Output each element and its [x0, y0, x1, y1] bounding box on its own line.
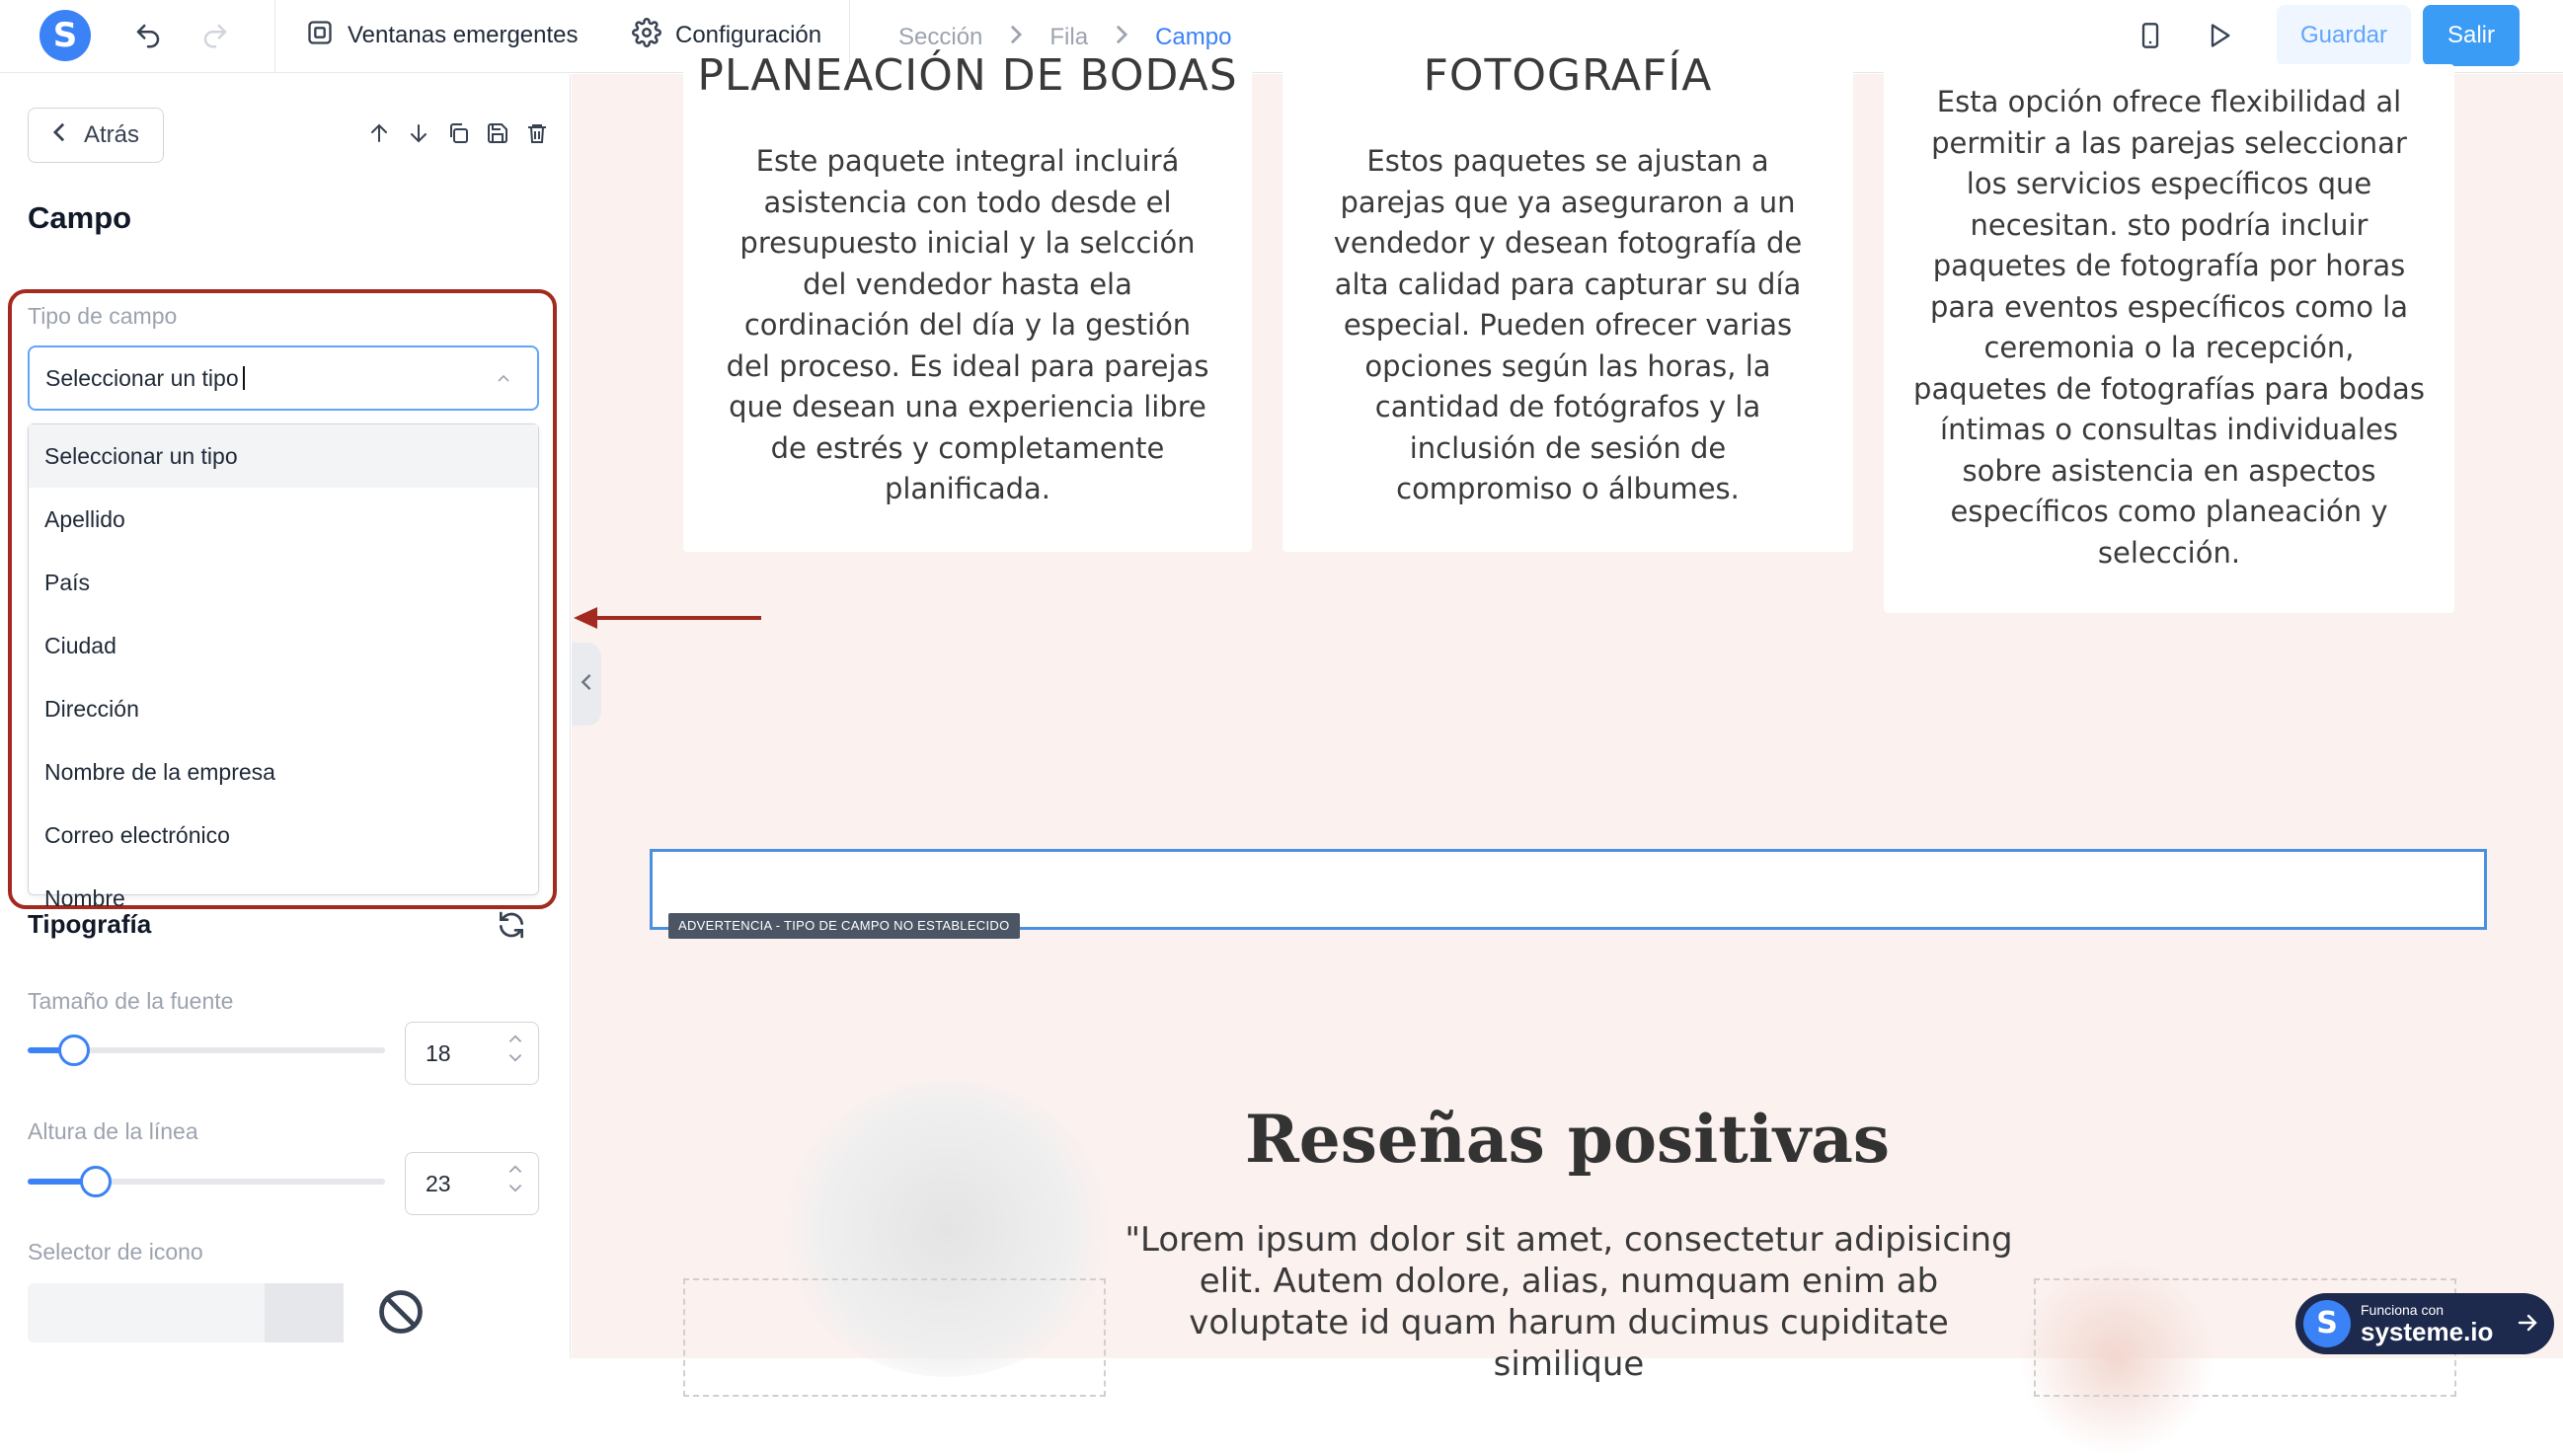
panel-title: Campo	[28, 200, 132, 235]
settings-button[interactable]	[632, 18, 821, 53]
breadcrumb-row[interactable]: Fila	[1049, 24, 1089, 50]
powered-brand: systeme.io	[2361, 1317, 2494, 1346]
undo-icon[interactable]	[130, 18, 166, 53]
service-card[interactable]	[1282, 50, 1853, 552]
card-text: Esta opción ofrece flexibilidad al permitir a las parejas seleccionar los servicios específicos que necesitan. sto podría incluir paquetes de fotografía por horas para eventos específicos como la ceremonia o la recepción, paquetes de fotografías para bodas íntimas o consultas individuales sobre asistencia en aspectos específicos como planeación y selección.	[1913, 85, 2425, 570]
save-button[interactable]: Guardar	[2277, 5, 2411, 66]
systeme-logo: S	[2303, 1300, 2351, 1347]
arrow-right-icon	[2515, 1311, 2540, 1340]
save-icon[interactable]	[482, 117, 513, 149]
line-height-value: 23	[426, 1170, 451, 1196]
line-height-label: Altura de la línea	[28, 1118, 198, 1144]
mobile-preview-icon[interactable]	[2133, 18, 2168, 53]
option-country[interactable]: País	[44, 570, 91, 595]
option-company-name[interactable]: Nombre de la empresa	[44, 759, 275, 785]
text-cursor	[243, 366, 245, 390]
service-card[interactable]	[1884, 64, 2454, 613]
option-email[interactable]: Correo electrónico	[44, 822, 230, 848]
service-card[interactable]	[683, 50, 1252, 552]
toolbar-divider	[274, 0, 275, 73]
powered-by-badge[interactable]	[2295, 1293, 2554, 1354]
card-title: FOTOGRAFÍA	[1423, 50, 1713, 101]
gear-icon	[632, 18, 661, 54]
warning-badge: ADVERTENCIA - TIPO DE CAMPO NO ESTABLECIDO	[668, 913, 1020, 939]
font-size-input[interactable]	[405, 1022, 539, 1085]
slider-handle[interactable]	[58, 1035, 90, 1066]
field-type-options	[28, 423, 539, 911]
font-size-slider[interactable]	[28, 1047, 385, 1053]
arrow-down-icon[interactable]	[403, 117, 434, 149]
card-text: Estos paquetes se ajustan a parejas que ya aseguraron a un vendedor y desean fotografía de alta calidad para capturar su día especial. Pueden ofrecer varias opciones según las horas, la cantidad de fotógrafos y la inclusión de sesión de compromiso o álbumes.	[1333, 144, 1803, 505]
line-height-slider[interactable]	[28, 1179, 385, 1185]
chevron-right-icon	[1008, 24, 1024, 52]
chevron-left-icon	[581, 672, 592, 697]
trash-icon[interactable]	[521, 117, 553, 149]
field-type-select[interactable]	[28, 345, 539, 411]
collapse-sidebar-button[interactable]	[572, 643, 601, 726]
chevron-up-icon	[496, 367, 511, 395]
empty-column[interactable]	[683, 1278, 1106, 1397]
top-toolbar	[0, 0, 2563, 73]
page-canvas	[572, 50, 2563, 1384]
element-tools	[363, 117, 553, 149]
field-type-label: Tipo de campo	[28, 303, 178, 329]
settings-sidebar	[0, 74, 571, 1358]
slider-handle[interactable]	[80, 1166, 112, 1197]
exit-button[interactable]: Salir	[2423, 5, 2520, 66]
option-city[interactable]: Ciudad	[44, 633, 116, 658]
breadcrumb-field[interactable]: Campo	[1155, 24, 1232, 50]
chevron-left-icon	[52, 121, 66, 150]
reviews-title: Reseñas positivas	[1244, 1101, 1891, 1178]
popups-label: Ventanas emergentes	[348, 22, 579, 48]
card-title: PLANEACIÓN DE BODAS	[697, 50, 1238, 101]
stepper-icon[interactable]	[506, 1033, 524, 1064]
option-select-type[interactable]: Seleccionar un tipo	[29, 424, 538, 488]
reviews-text: "Lorem ipsum dolor sit amet, consectetur adipisicing elit. Autem dolore, alias, numquam enim ab voluptate id quam harum ducimus cupiditate similique	[1125, 1220, 2013, 1384]
icon-selector[interactable]	[28, 1283, 344, 1342]
chevron-right-icon	[1114, 24, 1129, 52]
option-first-name[interactable]: Nombre	[44, 885, 125, 911]
stepper-icon[interactable]	[506, 1163, 524, 1194]
popup-icon	[306, 19, 334, 53]
option-address[interactable]: Dirección	[44, 696, 139, 722]
back-label: Atrás	[84, 121, 140, 148]
popups-button[interactable]	[306, 18, 579, 53]
font-size-value: 18	[426, 1039, 451, 1066]
powered-small: Funciona con	[2361, 1302, 2445, 1318]
breadcrumb-section[interactable]: Sección	[898, 24, 983, 50]
play-preview-icon[interactable]	[2202, 18, 2237, 53]
back-button[interactable]	[28, 108, 164, 163]
annotation-arrow	[572, 587, 769, 637]
duplicate-icon[interactable]	[442, 117, 474, 149]
icon-selector-label: Selector de icono	[28, 1239, 203, 1264]
reset-icon[interactable]	[496, 909, 527, 946]
settings-label: Configuración	[675, 22, 822, 48]
font-size-label: Tamaño de la fuente	[28, 988, 234, 1014]
option-last-name[interactable]: Apellido	[44, 506, 125, 532]
arrow-up-icon[interactable]	[363, 117, 395, 149]
icon-selector-button[interactable]	[265, 1283, 344, 1342]
no-icon-icon[interactable]	[375, 1286, 427, 1342]
systeme-logo[interactable]: S	[39, 10, 91, 61]
typography-title: Tipografía	[28, 909, 152, 939]
redo-icon[interactable]	[197, 18, 233, 53]
line-height-input[interactable]	[405, 1152, 539, 1215]
select-value: Seleccionar un tipo	[45, 364, 239, 391]
card-text: Este paquete integral incluirá asistencia con todo desde el presupuesto inicial y la selcción del vendedor hasta ela cordinación del día y la gestión del proceso. Es ideal para parejas que desean una experiencia libre de estrés y completamente planificada.	[726, 144, 1209, 505]
